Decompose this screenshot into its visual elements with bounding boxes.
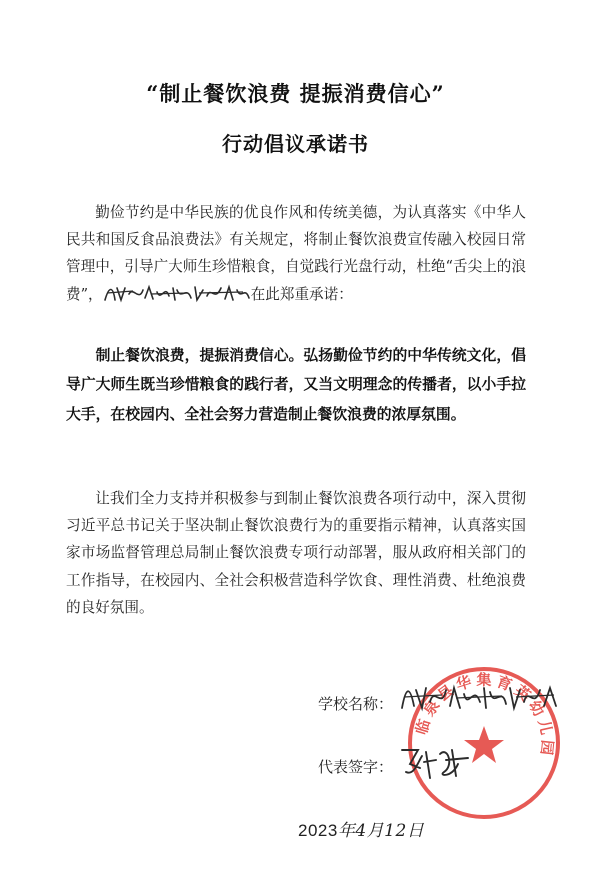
- document-title-line1: “制止餐饮浪费 提振消费信心”: [146, 81, 445, 106]
- document-title-line2: 行动倡议承诺书: [222, 132, 369, 156]
- date-handwritten: 年4月12日: [337, 821, 425, 841]
- school-name-label: 学校名称：: [318, 695, 394, 713]
- date-year: 2023: [298, 821, 338, 840]
- school-name-scribble: [398, 680, 560, 716]
- representative-signature-label: 代表签字：: [318, 758, 394, 776]
- signature-scribble: [396, 742, 472, 784]
- handwritten-school-name-inline: [103, 284, 251, 304]
- paragraph-3: 让我们全力支持并积极参与到制止餐饮浪费各项行动中，深入贯彻习近平总书记关于坚决制止餐饮浪费行为的重要指示精神，认真落实国家市场监督管理总局制止餐饮浪费专项行动部署，服从政府相关部门的工作指导，在校园内、全社会积极营造科学饮食、理性消费、杜绝浪费的良好氛围。: [66, 490, 526, 616]
- paragraph-2-commitment: 制止餐饮浪费，提振消费信心。弘扬勤俭节约的中华传统文化，倡导广大师生既当珍惜粮食的践行者，又当文明理念的传播者，以小手拉大手，在校园内、全社会努力营造制止餐饮浪费的浓厚氛围。: [66, 347, 526, 423]
- seal-text: 临泉县华集育英幼儿园: [412, 670, 557, 760]
- paragraph-1: [66, 199, 526, 308]
- paragraph-1-text: 勤俭节约是中华民族的优良作风和传统美德，为认真落实《中华人民共和国反食品浪费法》有关规定，将制止餐饮浪费宣传融入校园日常管理中，引导广大师生珍惜粮食，自觉践行光盘行动，杜绝“舌尖上的浪费”，: [66, 204, 526, 303]
- handwriting-scribble: [103, 284, 251, 304]
- representative-signature-handwritten: [396, 742, 472, 784]
- school-name-handwritten: [398, 680, 560, 716]
- date-row: [298, 816, 424, 841]
- paragraph-1-text-end: 在此郑重承诺：: [250, 285, 353, 303]
